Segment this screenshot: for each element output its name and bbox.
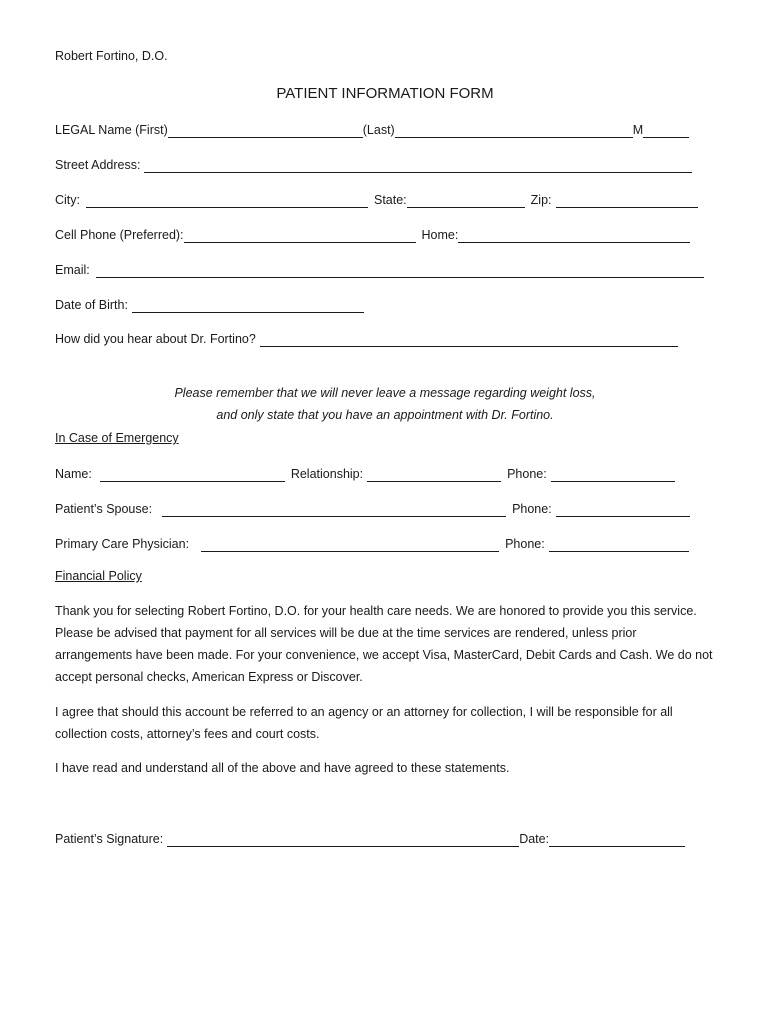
form-title: PATIENT INFORMATION FORM — [276, 85, 494, 102]
spouse-field[interactable] — [162, 503, 506, 517]
signature-date-label: Date: — [519, 832, 550, 846]
physician-field[interactable] — [201, 538, 499, 552]
relationship-field[interactable] — [367, 468, 501, 482]
notice-line-2: and only state that you have an appointment with Dr. Fortino. — [216, 408, 554, 422]
signature-field[interactable] — [167, 833, 519, 847]
street-address-field[interactable] — [144, 159, 692, 173]
city-field[interactable] — [86, 194, 368, 208]
cell-phone-field[interactable] — [184, 229, 416, 243]
home-phone-label: Home: — [421, 228, 459, 242]
referral-label: How did you hear about Dr. Fortino? — [55, 332, 256, 346]
emergency-heading: In Case of Emergency — [55, 431, 179, 445]
street-address-label: Street Address: — [55, 158, 141, 172]
city-label: City: — [55, 193, 80, 207]
phone-row — [55, 225, 690, 243]
home-phone-field[interactable] — [458, 229, 690, 243]
collection-agreement-paragraph: I agree that should this account be referred to an agency or an attorney for collection, I will be responsible for all collection costs, attorney’s fees and court costs. — [55, 705, 673, 741]
state-label: State: — [374, 193, 407, 207]
date-of-birth-field[interactable] — [132, 299, 364, 313]
practitioner-name: Robert Fortino, D.O. — [55, 49, 168, 63]
state-field[interactable] — [407, 194, 525, 208]
middle-initial-label: M — [632, 123, 644, 137]
emergency-phone-field[interactable] — [551, 468, 675, 482]
legal-name-row — [55, 120, 689, 138]
emergency-contact-row — [55, 464, 675, 482]
last-name-field[interactable] — [395, 124, 633, 138]
physician-row — [55, 534, 689, 552]
street-address-row — [55, 155, 692, 173]
physician-phone-field[interactable] — [549, 538, 689, 552]
emergency-name-field[interactable] — [100, 468, 285, 482]
spouse-phone-label: Phone: — [512, 502, 552, 516]
city-state-zip-row — [55, 190, 698, 208]
referral-field[interactable] — [260, 333, 678, 347]
financial-policy-paragraph: Thank you for selecting Robert Fortino, D.O. for your health care needs. We are honored to provide you this service. Please be advised that payment for all services will be due at the time services are rendered, unless prior arrangements have been made. For your convenience, we accept Visa, MasterCard, Debit Cards and Cash. We do not accept personal checks, American Express or Discover. — [55, 604, 713, 684]
financial-policy-heading: Financial Policy — [55, 569, 142, 583]
date-of-birth-label: Date of Birth: — [55, 298, 128, 312]
notice-line-1: Please remember that we will never leave a message regarding weight loss, — [174, 386, 596, 400]
signature-label: Patient’s Signature: — [55, 832, 164, 846]
signature-date-field[interactable] — [549, 833, 685, 847]
first-name-label: LEGAL Name (First) — [55, 123, 168, 137]
zip-field[interactable] — [556, 194, 698, 208]
spouse-row — [55, 499, 690, 517]
physician-label: Primary Care Physician: — [55, 537, 190, 551]
email-label: Email: — [55, 263, 90, 277]
first-name-field[interactable] — [168, 124, 363, 138]
emergency-name-label: Name: — [55, 467, 92, 481]
relationship-label: Relationship: — [290, 467, 364, 481]
physician-phone-label: Phone: — [505, 537, 545, 551]
date-of-birth-row — [55, 295, 364, 313]
zip-label: Zip: — [530, 193, 552, 207]
spouse-label: Patient’s Spouse: — [55, 502, 153, 516]
emergency-phone-label: Phone: — [507, 467, 547, 481]
last-name-label: (Last) — [362, 123, 395, 137]
cell-phone-label: Cell Phone (Preferred): — [55, 228, 184, 242]
referral-row — [55, 329, 678, 347]
spouse-phone-field[interactable] — [556, 503, 690, 517]
signature-row — [55, 829, 685, 847]
middle-initial-field[interactable] — [643, 124, 689, 138]
email-field[interactable] — [96, 264, 704, 278]
email-row — [55, 260, 704, 278]
acknowledgement-paragraph: I have read and understand all of the above and have agreed to these statements. — [55, 761, 510, 775]
